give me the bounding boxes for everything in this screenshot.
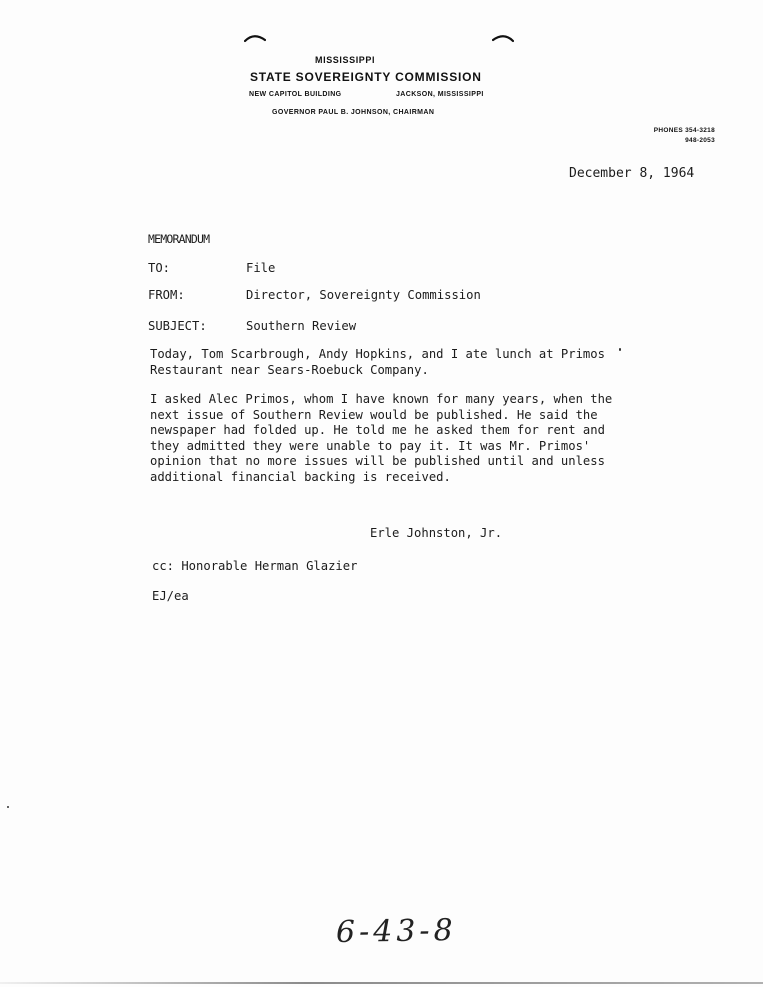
- paragraph-2-line: newspaper had folded up. He told me he asked them for rent and: [150, 423, 605, 437]
- to-label: TO:: [148, 261, 171, 275]
- letterhead-governor: GOVERNOR PAUL B. JOHNSON, CHAIRMAN: [272, 109, 435, 116]
- subject-label: SUBJECT:: [148, 319, 207, 333]
- cc-line: cc: Honorable Herman Glazier: [152, 559, 358, 573]
- scan-speck: [619, 348, 621, 351]
- swoosh-icon: [492, 33, 514, 43]
- letterhead-phone-2: 948-2053: [685, 137, 715, 144]
- paragraph-2-line: I asked Alec Primos, whom I have known for many years, when the: [150, 392, 613, 406]
- scan-edge-line: [0, 982, 763, 984]
- letterhead-address-building: NEW CAPITOL BUILDING: [249, 91, 342, 98]
- memo-heading: MEMORANDUM: [148, 232, 210, 246]
- subject-value: Southern Review: [246, 319, 357, 333]
- memo-date: December 8, 1964: [569, 166, 695, 181]
- typist-initials: EJ/ea: [152, 589, 189, 603]
- letterhead-state: MISSISSIPPI: [315, 55, 376, 65]
- to-value: File: [246, 261, 276, 275]
- handwritten-file-number: 6-43-8: [335, 912, 457, 951]
- paragraph-1-line: Restaurant near Sears-Roebuck Company.: [150, 363, 429, 377]
- signature: Erle Johnston, Jr.: [370, 526, 503, 540]
- paragraph-2-line: they admitted they were unable to pay it. It was Mr. Primos': [150, 439, 591, 453]
- from-label: FROM:: [148, 288, 185, 302]
- paragraph-2-line: opinion that no more issues will be published until and unless: [150, 454, 605, 468]
- scan-speck: [7, 806, 9, 808]
- swoosh-icon: [244, 33, 266, 43]
- paragraph-1-line: Today, Tom Scarbrough, Andy Hopkins, and I ate lunch at Primos: [150, 347, 605, 361]
- letterhead-phone-1: PHONES 354-3218: [653, 127, 715, 134]
- from-value: Director, Sovereignty Commission: [246, 288, 481, 302]
- paragraph-2-line: next issue of Southern Review would be published. He said the: [150, 408, 598, 422]
- letterhead-address-city: JACKSON, MISSISSIPPI: [396, 91, 484, 98]
- letterhead-commission: STATE SOVEREIGNTY COMMISSION: [250, 70, 482, 84]
- paragraph-2-line: additional financial backing is received.: [150, 470, 451, 484]
